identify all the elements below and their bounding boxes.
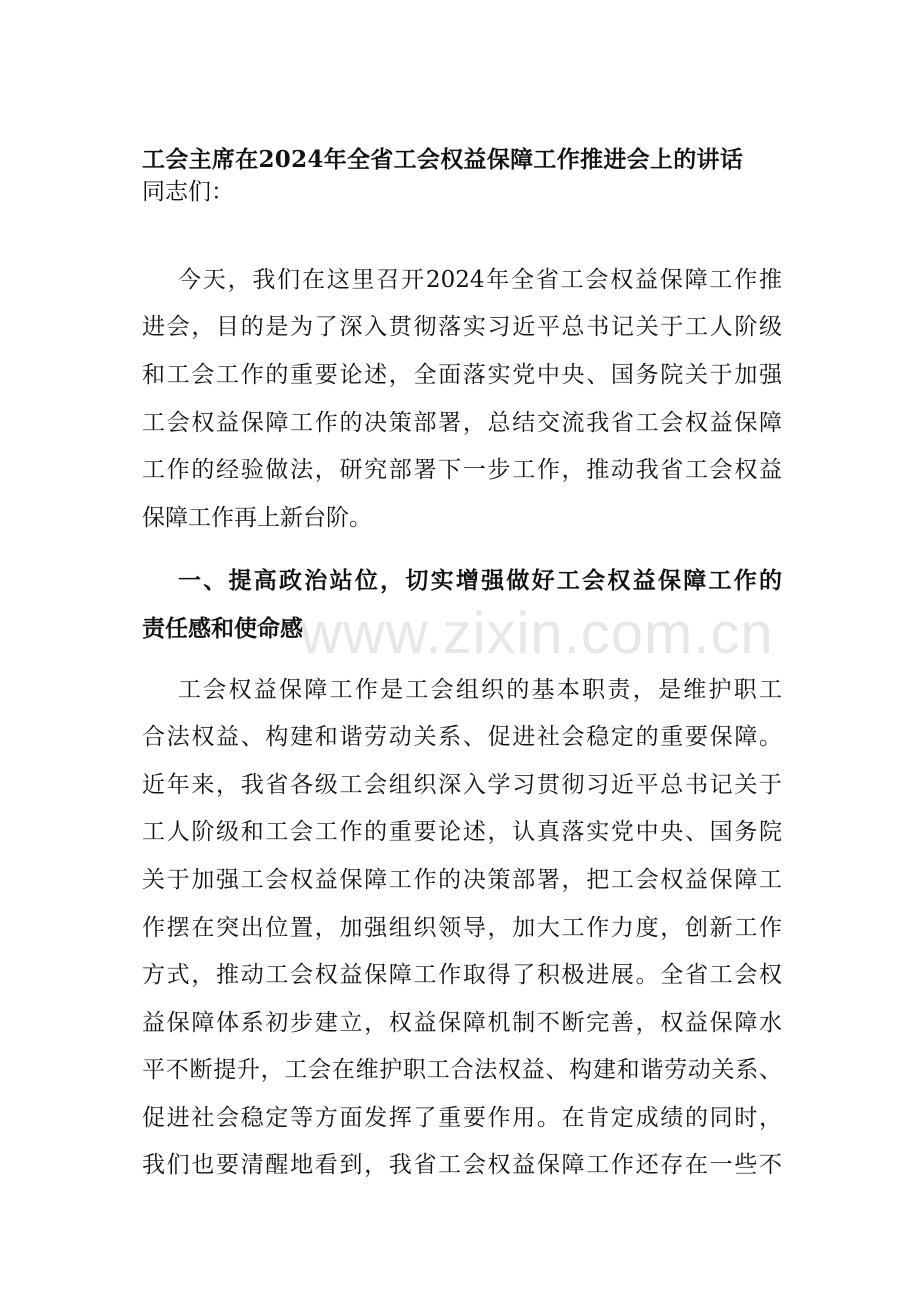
site-watermark: www.zixin.com.cn [300, 601, 774, 666]
section1-body-line-11: 我们也要清醒地看到，我省工会权益保障工作还存在一些不 [142, 1152, 782, 1178]
section1-heading-line-1: 一、提高政治站位，切实增强做好工会权益保障工作的 [178, 567, 782, 594]
section1-body-line-7: 方式，推动工会权益保障工作取得了积极进展。全省工会权 [142, 962, 782, 988]
intro-line-5: 工作的经验做法，研究部署下一步工作，推动我省工会权益 [142, 457, 782, 483]
intro-line-1: 今天，我们在这里召开2024年全省工会权益保障工作推 [178, 267, 782, 293]
section1-body-line-8: 益保障体系初步建立，权益保障机制不断完善，权益保障水 [142, 1010, 782, 1036]
section1-body-line-4: 工人阶级和工会工作的重要论述，认真落实党中央、国务院 [142, 819, 782, 845]
section1-body-line-9: 平不断提升，工会在维护职工合法权益、构建和谐劳动关系、 [142, 1057, 782, 1083]
section1-body-line-6: 作摆在突出位置，加强组织领导，加大工作力度，创新工作 [142, 915, 782, 941]
section1-body-line-10: 促进社会稳定等方面发挥了重要作用。在肯定成绩的同时， [142, 1105, 782, 1131]
greeting: 同志们： [142, 179, 234, 205]
section1-heading-line-2: 责任感和使命感 [142, 615, 303, 642]
intro-line-3: 和工会工作的重要论述，全面落实党中央、国务院关于加强 [142, 362, 782, 388]
document-title: 工会主席在2024年全省工会权益保障工作推进会上的讲话 [142, 146, 744, 173]
intro-line-6: 保障工作再上新台阶。 [142, 505, 372, 531]
section1-body-line-1: 工会权益保障工作是工会组织的基本职责，是维护职工 [178, 677, 782, 703]
intro-line-2: 进会，目的是为了深入贯彻落实习近平总书记关于工人阶级 [142, 314, 782, 340]
section1-body-line-3: 近年来，我省各级工会组织深入学习贯彻习近平总书记关于 [142, 772, 782, 798]
section1-body-line-5: 关于加强工会权益保障工作的决策部署，把工会权益保障工 [142, 867, 782, 893]
section1-body-line-2: 合法权益、构建和谐劳动关系、促进社会稳定的重要保障。 [142, 724, 782, 750]
intro-line-4: 工会权益保障工作的决策部署，总结交流我省工会权益保障 [142, 410, 782, 436]
